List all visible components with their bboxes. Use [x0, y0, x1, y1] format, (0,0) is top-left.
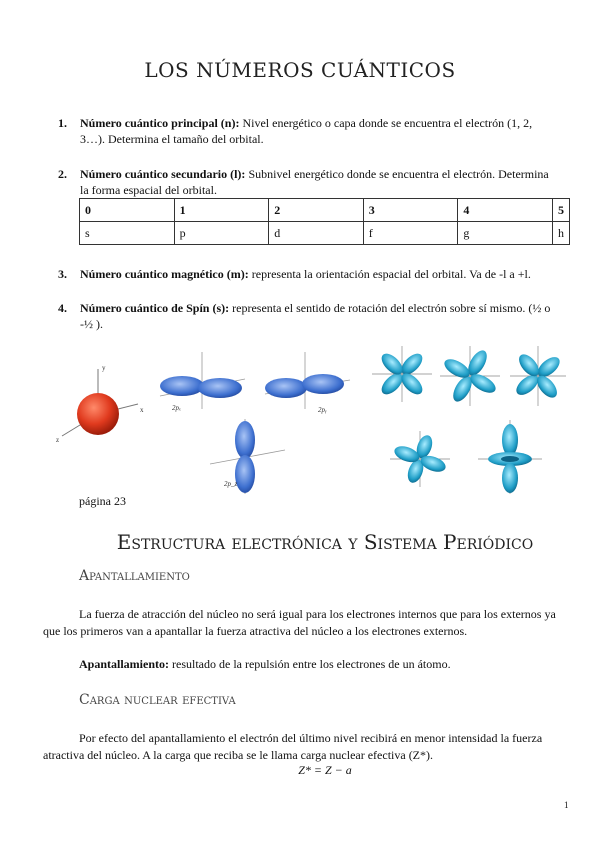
table-cell: 3: [363, 199, 458, 222]
pz-orbital: [210, 419, 285, 494]
page-title: LOS NÚMEROS CUÁNTICOS: [144, 58, 456, 82]
subsection-heading: Apantallamiento: [79, 568, 190, 584]
list-item: [58, 266, 558, 282]
axis-label-y: y: [102, 364, 106, 372]
item-text: representa el sentido de rotación del electrón sobre sí mismo. (½ o -½ ).: [80, 301, 551, 331]
table-header-row: [80, 199, 570, 222]
paragraph-text: La fuerza de atracción del núcleo no será igual para los electrones internos que para los externos ya que los primeros van a apantallar la fuerza atractiva del núcleo a los electrones externos.: [43, 607, 556, 638]
py-orbital: [265, 352, 350, 414]
paragraph: [43, 730, 563, 764]
table-cell: 5: [552, 199, 569, 222]
page-number: 1: [564, 800, 569, 810]
item-term: Número cuántico magnético (m):: [80, 267, 249, 281]
table-cell: s: [80, 222, 175, 245]
subsection-heading: Carga nuclear efectiva: [79, 692, 236, 708]
list-item: [58, 115, 558, 147]
list-item: [58, 166, 558, 198]
orbitals-figure: [50, 344, 570, 499]
list-item: [58, 300, 558, 332]
item-number: 4.: [58, 301, 67, 315]
item-number: 2.: [58, 167, 67, 181]
d-orbital: [386, 426, 454, 491]
table-cell: f: [363, 222, 458, 245]
d-orbital: [500, 344, 570, 414]
item-number: 1.: [58, 116, 67, 130]
item-term: Número cuántico secundario (l):: [80, 167, 246, 181]
orbital-label: 2p_z: [224, 480, 238, 488]
orbital-label: 2pₓ: [172, 404, 181, 412]
definition-text: resultado de la repulsión entre los electrones de un átomo.: [169, 657, 451, 671]
equation: Z* = Z − a: [298, 763, 352, 777]
table-cell: h: [552, 222, 569, 245]
table-cell: g: [458, 222, 553, 245]
dz2-orbital: [478, 420, 542, 494]
axis-label-x: x: [140, 406, 144, 414]
d-orbital: [364, 344, 440, 412]
table-cell: 0: [80, 199, 175, 222]
table-cell: d: [269, 222, 364, 245]
sphere-shape: [77, 393, 119, 435]
table-cell: 4: [458, 199, 553, 222]
item-text: representa la orientación espacial del orbital. Va de -l a +l.: [248, 267, 531, 281]
table-cell: 2: [269, 199, 364, 222]
item-term: Número cuántico de Spín (s):: [80, 301, 230, 315]
figure-caption: página 23: [79, 494, 126, 508]
table-cell: p: [174, 222, 269, 245]
axis-label-z: z: [56, 436, 60, 444]
section-heading: Estructura electrónica y Sistema Periódico: [116, 530, 534, 554]
item-number: 3.: [58, 267, 67, 281]
item-text: Nivel energético o capa donde se encuentra el electrón (1, 2, 3…). Determina el tamaño del orbital.: [80, 116, 533, 146]
s-orbital: [56, 364, 144, 444]
definition: [79, 656, 569, 673]
orbital-label: 2pᵧ: [318, 406, 327, 414]
definition-term: Apantallamiento:: [79, 657, 169, 671]
item-text: Subnivel energético donde se encuentra el electrón. Determina la forma espacial del orbital.: [80, 167, 549, 197]
quantum-number-table: [79, 198, 570, 245]
table-row: [80, 222, 570, 245]
item-term: Número cuántico principal (n):: [80, 116, 240, 130]
px-orbital: [160, 352, 245, 412]
paragraph-text: Por efecto del apantallamiento el electrón del último nivel recibirá en menor intensidad la fuerza atractiva del núcleo. A la carga que reciba se le llama carga nuclear efectiva (Z*).: [43, 731, 543, 762]
d-orbital: [430, 344, 509, 416]
paragraph: [43, 606, 563, 640]
table-cell: 1: [174, 199, 269, 222]
